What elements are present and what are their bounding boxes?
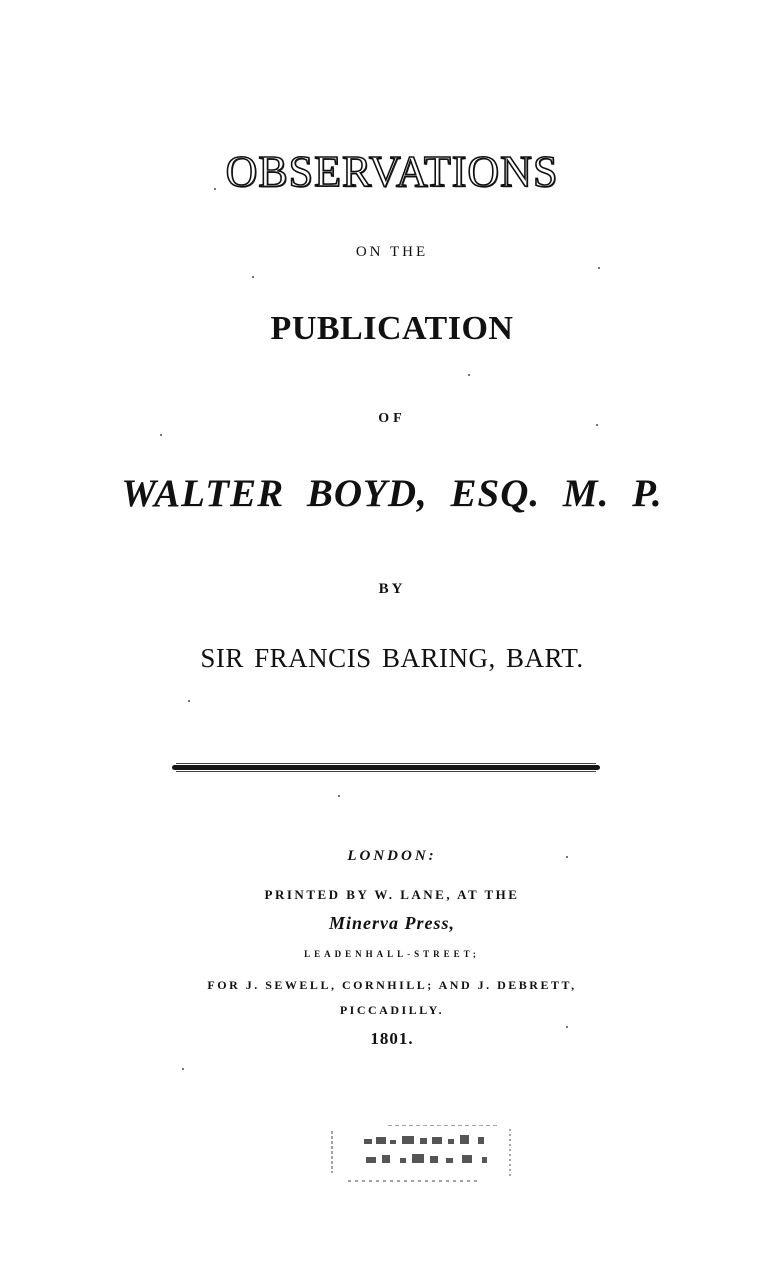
paper-speck (566, 856, 568, 858)
title-publication: PUBLICATION (270, 310, 514, 347)
paper-speck (214, 188, 216, 190)
imprint-city: LONDON: (347, 848, 437, 864)
paper-speck (182, 1068, 184, 1070)
paper-speck (188, 700, 190, 702)
imprint-place: PICCADILLY. (339, 1003, 445, 1017)
rule-top-line (176, 763, 596, 764)
title-connector-on-the: ON THE (355, 244, 429, 260)
paper-speck (468, 374, 470, 376)
author-name: SIR FRANCIS BARING, BART. (200, 643, 584, 673)
paper-speck (252, 276, 254, 278)
paper-speck (596, 424, 598, 426)
paper-speck (566, 1026, 568, 1028)
page-title: OBSERVATIONS (225, 147, 559, 196)
title-subject: WALTER BOYD, ESQ. M. P. (121, 472, 663, 515)
ornamental-rule (172, 763, 600, 772)
paper-speck (338, 795, 340, 797)
title-connector-by: BY (378, 581, 406, 597)
title-connector-of: OF (378, 411, 406, 426)
imprint-year: 1801. (370, 1029, 414, 1048)
imprint-street: LEADENHALL-STREET; (304, 949, 480, 959)
imprint-press: Minerva Press, (329, 913, 455, 933)
paper-speck (598, 267, 600, 269)
imprint-printer: PRINTED BY W. LANE, AT THE (264, 887, 520, 902)
paper-speck (160, 434, 162, 436)
imprint-sellers: FOR J. SEWELL, CORNHILL; AND J. DEBRETT, (207, 978, 577, 992)
rule-bottom-line (176, 771, 596, 772)
rule-thick-line (172, 765, 600, 770)
library-stamp-icon (328, 1125, 514, 1185)
